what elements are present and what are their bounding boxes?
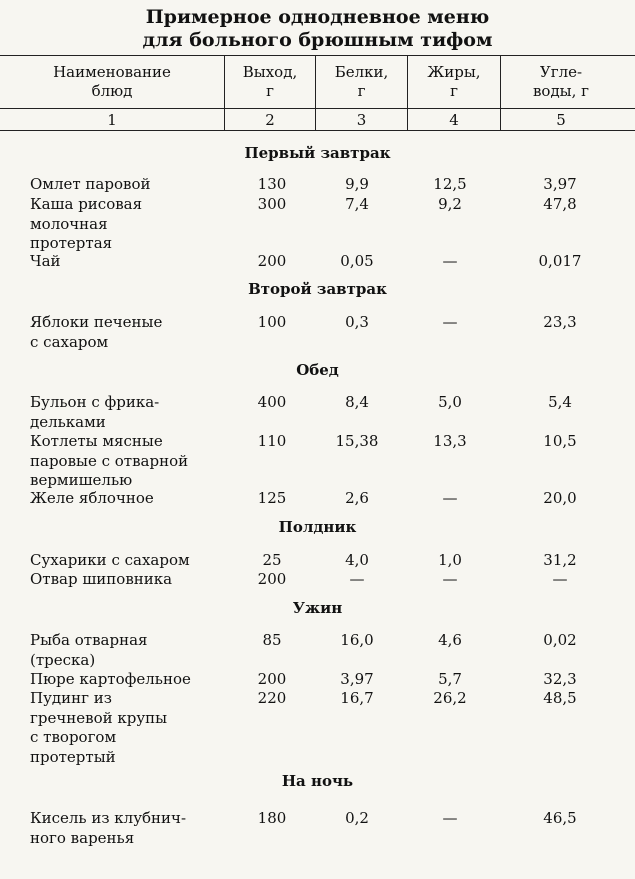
output-value: 85 bbox=[262, 631, 282, 649]
carbs-value: 20,0 bbox=[543, 489, 577, 507]
dish-name: Отвар шиповника bbox=[30, 570, 173, 588]
document-title bbox=[0, 6, 635, 52]
dish-name: Сухарики с сахаром bbox=[30, 551, 190, 569]
carbs-value: 3,97 bbox=[543, 175, 577, 193]
protein-value: 15,38 bbox=[335, 432, 379, 450]
column-number: 1 bbox=[107, 111, 117, 129]
dish-name: Рыба отварная (треска) bbox=[30, 631, 148, 669]
carbs-value: 48,5 bbox=[543, 689, 577, 707]
output-value: 200 bbox=[257, 252, 287, 270]
fat-value: 5,7 bbox=[438, 670, 462, 688]
carbs-value: 5,4 bbox=[548, 393, 572, 411]
protein-value: 0,05 bbox=[340, 252, 374, 270]
dish-name: Чай bbox=[30, 252, 61, 270]
fat-value: — bbox=[442, 489, 458, 507]
dish-name: Яблоки печеные с сахаром bbox=[30, 313, 163, 351]
title-line-2: для больного брюшным тифом bbox=[142, 29, 493, 51]
fat-value: 9,2 bbox=[438, 195, 462, 213]
fat-value: — bbox=[442, 809, 458, 827]
output-value: 25 bbox=[262, 551, 282, 569]
fat-value: 1,0 bbox=[438, 551, 462, 569]
protein-value: 0,3 bbox=[345, 313, 369, 331]
protein-value: 2,6 bbox=[345, 489, 369, 507]
dish-name: Кисель из клубнич- ного варенья bbox=[30, 809, 187, 847]
output-value: 100 bbox=[257, 313, 287, 331]
output-value: 200 bbox=[257, 570, 287, 588]
section-heading: Второй завтрак bbox=[248, 280, 387, 298]
column-header-protein: Белки, г bbox=[334, 62, 389, 100]
fat-value: 12,5 bbox=[433, 175, 467, 193]
dish-name: Котлеты мясные паровые с отварной вермишелью bbox=[30, 432, 189, 489]
section-heading: Обед bbox=[296, 361, 339, 379]
column-number: 5 bbox=[556, 111, 566, 129]
output-value: 200 bbox=[257, 670, 287, 688]
protein-value: 7,4 bbox=[345, 195, 369, 213]
output-value: 130 bbox=[257, 175, 287, 193]
carbs-value: 47,8 bbox=[543, 195, 577, 213]
carbs-value: 46,5 bbox=[543, 809, 577, 827]
fat-value: 13,3 bbox=[433, 432, 467, 450]
protein-value: 3,97 bbox=[340, 670, 374, 688]
column-header-name: Наименование блюд bbox=[53, 62, 171, 100]
dish-name: Каша рисовая молочная протертая bbox=[30, 195, 143, 252]
output-value: 400 bbox=[257, 393, 287, 411]
protein-value: 4,0 bbox=[345, 551, 369, 569]
fat-value: 26,2 bbox=[433, 689, 467, 707]
output-value: 110 bbox=[257, 432, 287, 450]
section-heading: На ночь bbox=[281, 772, 354, 790]
dish-name: Желе яблочное bbox=[30, 489, 154, 507]
fat-value: — bbox=[442, 570, 458, 588]
carbs-value: 10,5 bbox=[543, 432, 577, 450]
output-value: 220 bbox=[257, 689, 287, 707]
carbs-value: 0,017 bbox=[538, 252, 582, 270]
dish-name: Пудинг из гречневой крупы с творогом протертый bbox=[30, 689, 168, 766]
carbs-value: — bbox=[552, 570, 568, 588]
column-number: 4 bbox=[449, 111, 459, 129]
protein-value: — bbox=[349, 570, 365, 588]
section-heading: Полдник bbox=[278, 518, 357, 536]
protein-value: 9,9 bbox=[345, 175, 369, 193]
fat-value: 5,0 bbox=[438, 393, 462, 411]
protein-value: 0,2 bbox=[345, 809, 369, 827]
carbs-value: 32,3 bbox=[543, 670, 577, 688]
title-line-1: Примерное однодневное меню bbox=[145, 6, 490, 28]
fat-value: 4,6 bbox=[438, 631, 462, 649]
dish-name: Пюре картофельное bbox=[30, 670, 191, 688]
output-value: 125 bbox=[257, 489, 287, 507]
column-header-carbs: Угле- воды, г bbox=[532, 62, 590, 100]
fat-value: — bbox=[442, 313, 458, 331]
protein-value: 16,0 bbox=[340, 631, 374, 649]
fat-value: — bbox=[442, 252, 458, 270]
output-value: 300 bbox=[257, 195, 287, 213]
column-number: 2 bbox=[265, 111, 275, 129]
section-heading: Первый завтрак bbox=[244, 144, 391, 162]
column-header-fat: Жиры, г bbox=[427, 62, 481, 100]
carbs-value: 31,2 bbox=[543, 551, 577, 569]
section-heading: Ужин bbox=[292, 599, 343, 617]
table-header bbox=[0, 55, 635, 131]
dish-name: Бульон с фрика- дельками bbox=[30, 393, 160, 431]
protein-value: 16,7 bbox=[340, 689, 374, 707]
carbs-value: 0,02 bbox=[543, 631, 577, 649]
column-header-output: Выход, г bbox=[242, 62, 298, 100]
column-number: 3 bbox=[356, 111, 367, 129]
output-value: 180 bbox=[257, 809, 287, 827]
dish-name: Омлет паровой bbox=[30, 175, 151, 193]
carbs-value: 23,3 bbox=[543, 313, 577, 331]
protein-value: 8,4 bbox=[345, 393, 369, 411]
